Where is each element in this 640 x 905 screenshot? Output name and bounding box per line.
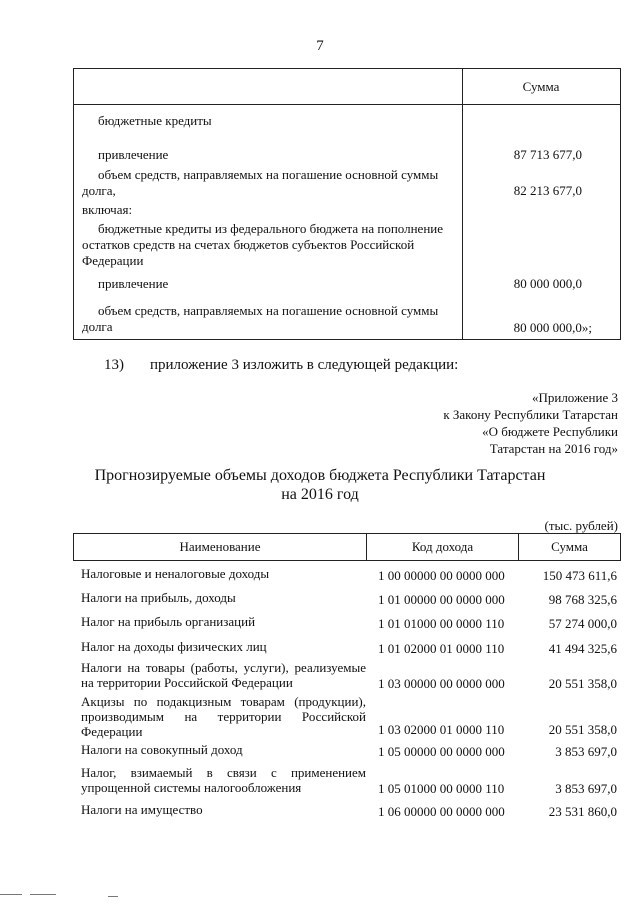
item-text: приложение 3 изложить в следующей редакции: — [150, 357, 459, 373]
row-code: 1 05 01000 00 0000 110 — [378, 781, 505, 796]
row-name: Налоги на товары (работы, услуги), реализуемые на территории Российской Федерации — [81, 660, 366, 690]
row-sum: 20 551 358,0 — [548, 676, 617, 691]
revenue-table-header — [73, 533, 621, 561]
table-row-label: объем средств, направляемых на погашение основной суммы долга, — [82, 167, 439, 198]
row-name: Налоги на прибыль, доходы — [81, 590, 236, 605]
row-sum: 150 473 611,6 — [542, 568, 617, 583]
column-header-code: Код дохода — [367, 534, 519, 560]
header-divider — [74, 104, 620, 105]
row-sum: 20 551 358,0 — [548, 722, 617, 737]
row-sum: 98 768 325,6 — [548, 592, 617, 607]
units-note: (тыс. рублей) — [544, 518, 618, 533]
title-line: на 2016 год — [281, 486, 359, 503]
row-sum: 41 494 325,6 — [548, 641, 617, 656]
table-row-label: бюджетные кредиты — [98, 113, 212, 128]
table-row-value: 87 713 677,0 — [513, 147, 582, 162]
row-code: 1 01 00000 00 0000 000 — [378, 592, 505, 607]
item-number: 13) — [104, 357, 124, 373]
appendix-line: «Приложение 3 — [531, 390, 618, 405]
appendix-reference — [443, 389, 618, 457]
row-sum: 3 853 697,0 — [555, 781, 617, 796]
title-line: Прогнозируемые объемы доходов бюджета Республики Татарстан — [94, 467, 546, 484]
row-code: 1 05 00000 00 0000 000 — [378, 744, 505, 759]
row-code: 1 01 02000 01 0000 110 — [378, 641, 505, 656]
row-sum: 23 531 860,0 — [548, 804, 617, 819]
credits-table — [73, 68, 621, 340]
row-code: 1 01 01000 00 0000 110 — [378, 616, 505, 631]
scan-artifact — [108, 896, 118, 897]
table-row-value: 80 000 000,0 — [513, 276, 582, 291]
row-name: Налог на доходы физических лиц — [81, 639, 267, 654]
row-sum: 3 853 697,0 — [555, 744, 617, 759]
table-row-label: объем средств, направляемых на погашение основной суммы долга — [82, 303, 439, 334]
row-code: 1 06 00000 00 0000 000 — [378, 804, 505, 819]
row-name: Налоги на совокупный доход — [81, 742, 243, 757]
appendix-line: Татарстан на 2016 год» — [489, 441, 618, 456]
table-row-label: привлечение — [98, 147, 169, 162]
column-divider — [462, 69, 463, 339]
column-header-sum: Сумма — [551, 539, 588, 554]
row-code: 1 03 00000 00 0000 000 — [378, 676, 505, 691]
appendix-line: к Закону Республики Татарстан — [443, 407, 618, 422]
sum-header: Сумма — [522, 79, 560, 94]
document-title — [0, 466, 640, 504]
table-row-label: бюджетные кредиты из федерального бюджета на пополнение остатков средств на счетах бюджетов субъектов Российской Федерации — [82, 221, 444, 268]
row-name: Налог, взимаемый в связи с применением упрощенной системы налогообложения — [81, 765, 366, 795]
row-name: Налог на прибыль организаций — [81, 614, 256, 629]
table-row-value: 82 213 677,0 — [513, 183, 582, 198]
row-name: Акцизы по подакцизным товарам (продукции), производимым на территории Российской Федерации — [81, 694, 366, 739]
row-code: 1 03 02000 01 0000 110 — [378, 722, 505, 737]
scan-artifact — [30, 894, 56, 895]
appendix-line: «О бюджете Республики — [482, 424, 618, 439]
table-row-label: включая: — [82, 202, 133, 217]
row-name: Налоги на имущество — [81, 802, 203, 817]
row-code: 1 00 00000 00 0000 000 — [378, 568, 505, 583]
page-number: 7 — [316, 38, 324, 54]
column-header-name: Наименование — [74, 534, 367, 560]
scan-artifact — [0, 894, 22, 895]
row-name: Налоговые и неналоговые доходы — [81, 566, 270, 581]
table-row-label: привлечение — [98, 276, 169, 291]
table-row-value: 80 000 000,0»; — [513, 320, 592, 335]
row-sum: 57 274 000,0 — [548, 616, 617, 631]
